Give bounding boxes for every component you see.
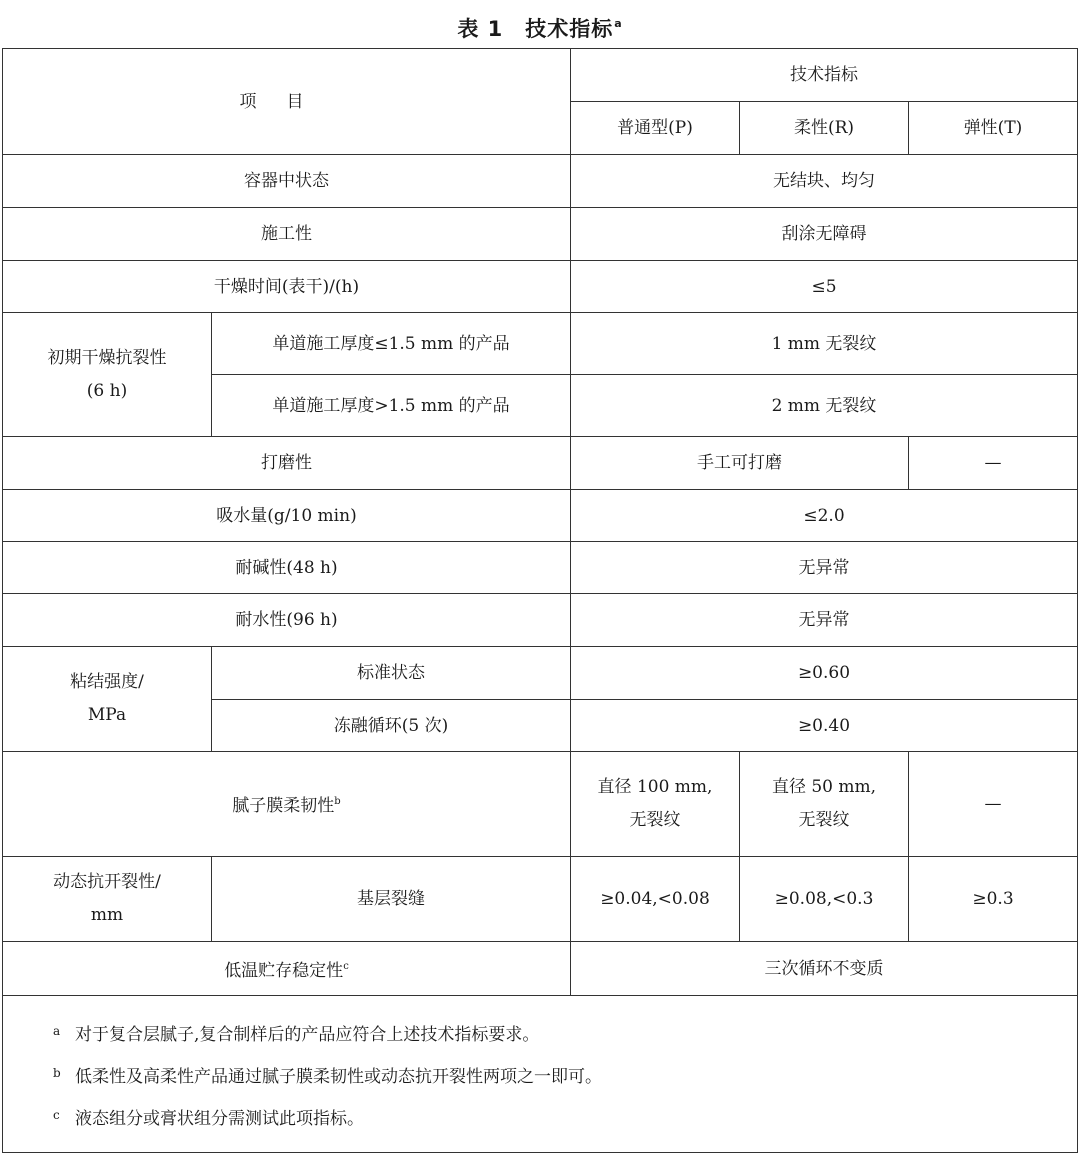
- row-label-bond-strength: [3, 647, 212, 752]
- film-flexibility-footnote-mark: b: [334, 796, 341, 807]
- header-type-r: 柔性(R): [740, 102, 909, 155]
- footnote-b: [53, 1054, 1077, 1096]
- row-sublabel-crack-thick: 单道施工厚度>1.5 mm 的产品: [212, 375, 571, 437]
- dynamic-crack-label-line1: 动态抗开裂性/: [53, 872, 161, 892]
- row-sublabel-bond-standard: 标准状态: [212, 647, 571, 700]
- film-flexibility-p-line1: 直径 100 mm,: [597, 777, 713, 797]
- table-row: [3, 752, 1078, 857]
- table-title-footnote-mark: a: [614, 17, 623, 30]
- row-value-drying-time: ≤5: [571, 261, 1078, 313]
- table-row: [3, 437, 1078, 490]
- table-row: [3, 647, 1078, 700]
- row-value-crack-thick: 2 mm 无裂纹: [571, 375, 1078, 437]
- film-flexibility-p-line2: 无裂纹: [629, 810, 681, 830]
- row-value-alkali-resistance: 无异常: [571, 542, 1078, 594]
- table-row: [3, 155, 1078, 208]
- row-value-dynamic-crack-r: ≥0.08,<0.3: [740, 857, 909, 942]
- row-value-container-state: 无结块、均匀: [571, 155, 1078, 208]
- table-row: [3, 942, 1078, 996]
- table-row: [3, 857, 1078, 942]
- row-value-water-absorption: ≤2.0: [571, 490, 1078, 542]
- table-row: [3, 208, 1078, 261]
- table-row: [3, 313, 1078, 375]
- crack-resistance-label-line2: (6 h): [86, 380, 128, 401]
- footnote-c-mark: c: [53, 1108, 60, 1122]
- bond-strength-label-line2: MPa: [87, 705, 127, 725]
- row-label-container-state: 容器中状态: [3, 155, 571, 208]
- footnote-b-mark: b: [53, 1066, 61, 1080]
- row-label-water-resistance: 耐水性(96 h): [3, 594, 571, 647]
- row-sublabel-bond-freeze-thaw: 冻融循环(5 次): [212, 700, 571, 752]
- row-label-alkali-resistance: 耐碱性(48 h): [3, 542, 571, 594]
- row-label-workability: 施工性: [3, 208, 571, 261]
- table-row: [3, 542, 1078, 594]
- bond-strength-label-line1: 粘结强度/: [70, 672, 144, 692]
- row-label-sandability: 打磨性: [3, 437, 571, 490]
- row-value-dynamic-crack-t: ≥0.3: [909, 857, 1078, 942]
- row-value-water-resistance: 无异常: [571, 594, 1078, 647]
- technical-index-table: [2, 48, 1078, 1153]
- table-row: [3, 490, 1078, 542]
- row-value-crack-thin: 1 mm 无裂纹: [571, 313, 1078, 375]
- row-label-crack-resistance: [3, 313, 212, 437]
- row-sublabel-crack-thin: 单道施工厚度≤1.5 mm 的产品: [212, 313, 571, 375]
- row-label-low-temp-storage: [3, 942, 571, 996]
- table-row: [3, 594, 1078, 647]
- footnote-c: [53, 1096, 1077, 1138]
- row-value-bond-freeze-thaw: ≥0.40: [571, 700, 1078, 752]
- header-item: 项目: [3, 49, 571, 155]
- footnote-c-text: 液态组分或膏状组分需测试此项指标。: [75, 1109, 364, 1129]
- table-title: 表 1 技术指标: [457, 17, 614, 41]
- row-value-sandability-pr: 手工可打磨: [571, 437, 909, 490]
- footnote-b-text: 低柔性及高柔性产品通过腻子膜柔韧性或动态抗开裂性两项之一即可。: [75, 1067, 602, 1087]
- row-value-film-flexibility-t: —: [909, 752, 1078, 857]
- row-label-drying-time: 干燥时间(表干)/(h): [3, 261, 571, 313]
- table-caption: [0, 8, 1080, 45]
- footnote-a-mark: a: [53, 1024, 61, 1038]
- row-label-film-flexibility: [3, 752, 571, 857]
- table-row: [3, 261, 1078, 313]
- header-type-t: 弹性(T): [909, 102, 1078, 155]
- row-sublabel-dynamic-crack: 基层裂缝: [212, 857, 571, 942]
- header-tech-index: 技术指标: [571, 49, 1078, 102]
- row-value-film-flexibility-p: [571, 752, 740, 857]
- film-flexibility-r-line1: 直径 50 mm,: [771, 777, 877, 797]
- footnote-a: [53, 1012, 1077, 1054]
- dynamic-crack-label-line2: mm: [90, 905, 124, 925]
- row-label-dynamic-crack: [3, 857, 212, 942]
- row-value-bond-standard: ≥0.60: [571, 647, 1078, 700]
- low-temp-storage-label: 低温贮存稳定性: [224, 960, 344, 981]
- footnotes: [3, 996, 1078, 1153]
- film-flexibility-label: 腻子膜柔韧性: [232, 796, 335, 816]
- header-row-1: [3, 49, 1078, 102]
- film-flexibility-r-line2: 无裂纹: [798, 810, 850, 830]
- row-value-film-flexibility-r: [740, 752, 909, 857]
- low-temp-storage-footnote-mark: c: [343, 960, 349, 972]
- row-value-low-temp-storage: 三次循环不变质: [571, 942, 1078, 996]
- footnote-a-text: 对于复合层腻子,复合制样后的产品应符合上述技术指标要求。: [75, 1025, 540, 1045]
- crack-resistance-label-line1: 初期干燥抗裂性: [47, 347, 167, 368]
- row-value-dynamic-crack-p: ≥0.04,<0.08: [571, 857, 740, 942]
- footnotes-row: [3, 996, 1078, 1153]
- row-value-sandability-t: —: [909, 437, 1078, 490]
- header-type-p: 普通型(P): [571, 102, 740, 155]
- row-value-workability: 刮涂无障碍: [571, 208, 1078, 261]
- row-label-water-absorption: 吸水量(g/10 min): [3, 490, 571, 542]
